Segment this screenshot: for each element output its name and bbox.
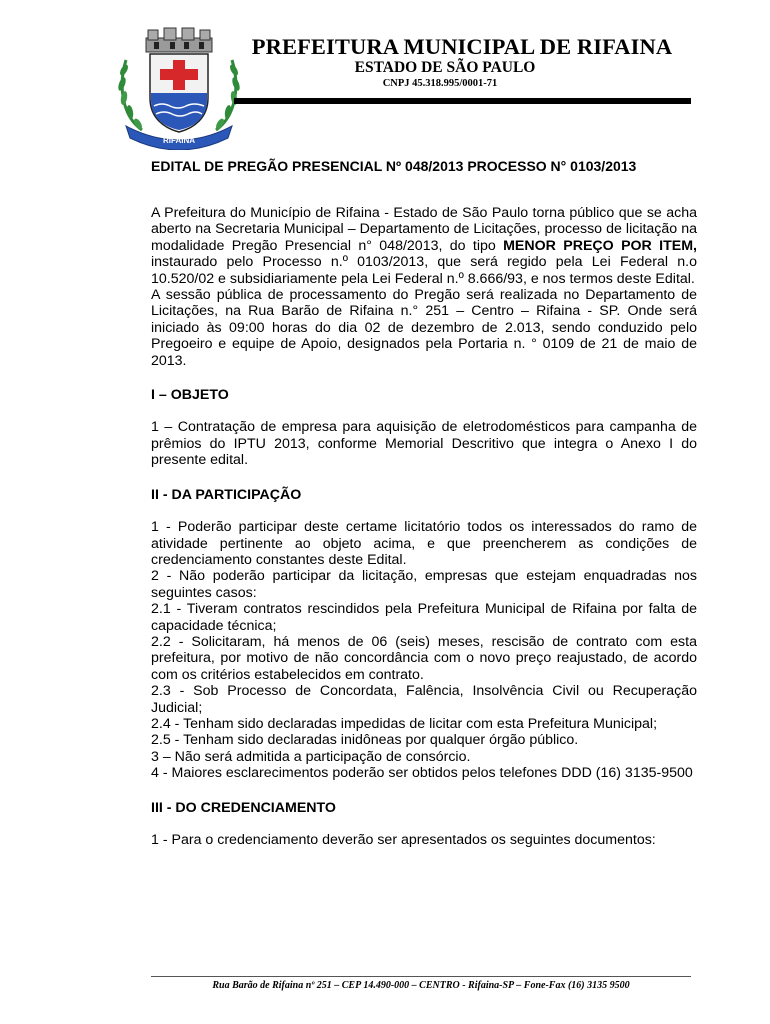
document-title: EDITAL DE PREGÃO PRESENCIAL Nº 048/2013 PROCESSO N° 0103/2013 [151, 158, 637, 174]
municipal-crest-logo [112, 26, 246, 150]
state-name: ESTADO DE SÃO PAULO [354, 59, 536, 76]
list-item: 2.2 - Solicitaram, há menos de 06 (seis) meses, rescisão de contrato com esta prefeitura, por motivo de não concordância com o novo preço reajustado, de acordo com os critérios estabelecidos em contrato. [151, 633, 697, 683]
footer-divider [151, 976, 691, 977]
laurel-left-icon [117, 60, 144, 131]
list-item: 2 - Não poderão participar da licitação, empresas que estejam enquadradas nos seguintes casos: [151, 568, 697, 601]
list-item: 1 – Contratação de empresa para aquisição de eletrodomésticos para campanha de prêmios do IPTU 2013, conforme Memorial Descritivo que integra o Anexo I do presente edital. [151, 419, 697, 469]
section-heading-credenciamento: III - DO CREDENCIAMENTO [151, 799, 336, 816]
mural-crown-icon [146, 28, 212, 52]
intro-text: A Prefeitura do Município de Rifaina - Estado de São Paulo torna público que se acha aberto na Secretaria Municipal – Departamento de Licitações, processo de licitação na modalidade Pregão Presencial n° 048/2013, do tipo [151, 205, 697, 254]
list-item: 4 - Maiores esclarecimentos poderão ser obtidos pelos telefones DDD (16) 3135-9500 [151, 765, 693, 782]
intro-text-continued: instaurado pelo Processo n.º 0103/2013, que será regido pela Lei Federal n.o 10.520/02 e subsidiariamente pela Lei Federal n.º 8.666/93, e nos termos deste Edital. [151, 254, 697, 287]
list-item: 2.1 - Tiveram contratos rescindidos pela Prefeitura Municipal de Rifaina por falta de capacidade técnica; [151, 601, 697, 634]
shield-icon [150, 54, 208, 132]
intro-paragraph-2: A sessão pública de processamento do Pregão será realizada no Departamento de Licitações, na Rua Barão de Rifaina n.° 251 – Centro – Rifaina - SP. Onde será iniciado às 09:00 horas do dia 02 de dezembro de 2.013, sendo conduzido pelo Pregoeiro e equipe de Apoio, designados pela Portaria n. ° 0109 de 21 de maio de 2013. [151, 287, 697, 369]
section-heading-participacao: II - DA PARTICIPAÇÃO [151, 486, 302, 503]
crest-ribbon-text: RIFAINA [163, 136, 195, 145]
footer-address: Rua Barão de Rifaina nº 251 – CEP 14.490-000 – CENTRO - Rifaina-SP – Fone-Fax (16) 3135 9500 [212, 980, 630, 991]
list-item: 2.5 - Tenham sido declaradas inidôneas por qualquer órgão público. [151, 732, 579, 749]
header-divider [234, 98, 691, 104]
laurel-right-icon [214, 60, 241, 131]
intro-paragraph-1 [151, 205, 697, 287]
list-item: 1 - Poderão participar deste certame licitatório todos os interessados do ramo de atividade pertinente ao objeto acima, e que preencherem as condições de credenciamento constantes deste Edital. [151, 519, 697, 568]
list-item: 3 – Não será admitida a participação de consórcio. [151, 748, 471, 765]
document-body [151, 205, 697, 848]
section-heading-objeto: I – OBJETO [151, 387, 229, 404]
intro-bold-text: MENOR PREÇO POR ITEM, [503, 237, 697, 254]
cnpj-number: CNPJ 45.318.995/0001-71 [382, 78, 498, 89]
municipality-title: PREFEITURA MUNICIPAL DE RIFAINA [251, 34, 673, 59]
list-item: 1 - Para o credenciamento deverão ser apresentados os seguintes documentos: [151, 832, 656, 848]
list-item: 2.4 - Tenham sido declaradas impedidas de licitar com esta Prefeitura Municipal; [151, 715, 658, 732]
list-item: 2.3 - Sob Processo de Concordata, Falência, Insolvência Civil ou Recuperação Judicial; [151, 683, 697, 716]
